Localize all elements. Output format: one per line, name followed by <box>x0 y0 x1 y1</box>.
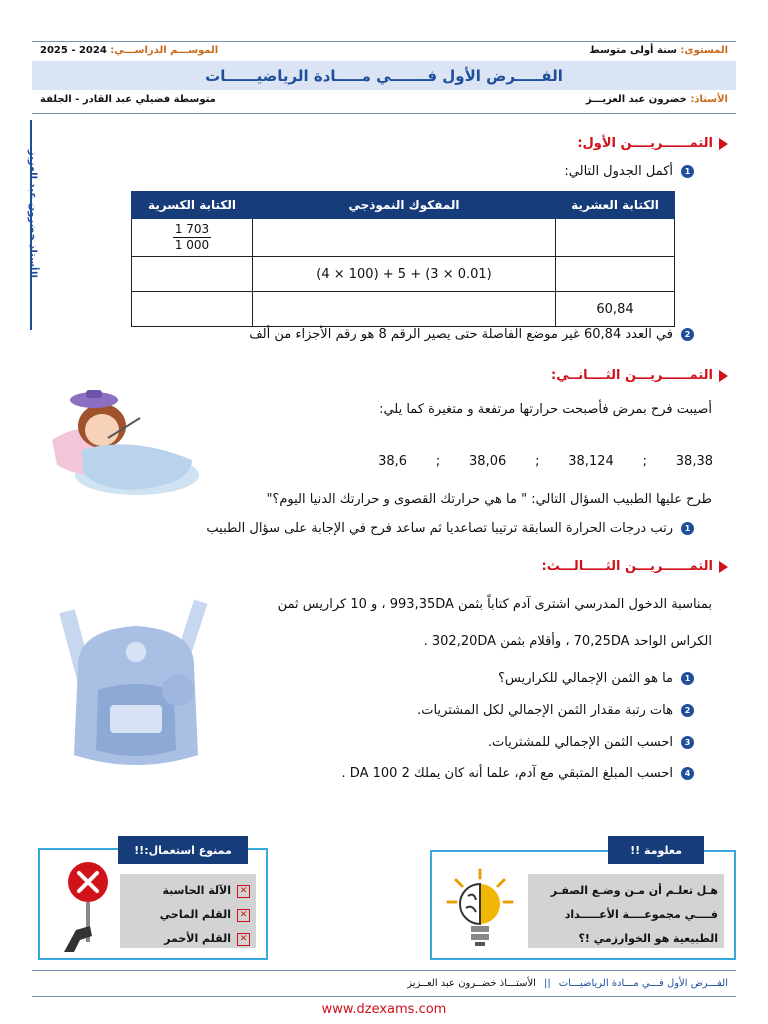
info-line: الطبيعية هو الخوارزمي !؟ <box>578 932 718 945</box>
ex3-q4-text: احسب المبلغ المتبقي مع آدم، علما أنه كان يملك 2 100 DA . <box>341 766 673 781</box>
forbidden-list <box>126 879 250 951</box>
ex1-q1 <box>564 164 694 179</box>
forbidden-item: القلم الماحي <box>159 908 231 921</box>
ex3-q2 <box>417 703 694 718</box>
temperature-value: 38,38 <box>675 454 713 469</box>
cell-decimal-3: 60,84 <box>556 292 675 327</box>
ex2-q1-text: رتب درجات الحرارة السابقة ترتيبا تصاعديا ثم ساعد فرح في الإجابة على سؤال الطبيب <box>206 521 673 536</box>
table-row <box>132 292 675 327</box>
temperature-list <box>378 454 713 469</box>
level-value: سنة أولى متوسط <box>589 45 677 56</box>
ex2-doctor-question: طرح عليها الطبيب السؤال التالي: " ما هي حرارتك القصوى و حرارتك الدنيا اليوم؟" <box>266 492 712 507</box>
separator: ; <box>435 454 441 469</box>
list-item <box>126 903 250 927</box>
exercise2-title-text: التمــــــريـــن الثــــانــي: <box>551 368 713 383</box>
ex1-q1-text: أكمل الجدول التالي: <box>564 164 673 179</box>
fraction-numerator: 1 703 <box>174 222 210 236</box>
cell-fraction-2 <box>132 257 253 292</box>
x-box-icon: ✕ <box>237 909 250 922</box>
x-box-icon: ✕ <box>237 885 250 898</box>
no-sign-icon <box>54 860 110 952</box>
footer-bottom-line <box>32 996 736 997</box>
separator: ; <box>535 454 540 469</box>
ex3-q1-text: ما هو الثمن الإجمالي للكراريس؟ <box>498 671 673 686</box>
header-bottom-line <box>32 113 736 114</box>
ex3-q3-text: احسب الثمن الإجمالي للمشتريات. <box>487 735 673 750</box>
lightbulb-brain-icon <box>444 866 516 950</box>
temperature-value: 38,124 <box>568 454 614 469</box>
teacher-info <box>586 94 728 105</box>
forbidden-tag: ممنوع استعمال:!! <box>118 836 248 864</box>
info-text <box>532 879 718 951</box>
forbidden-item: القلم الأحمر <box>164 932 231 945</box>
cell-expansion-1 <box>253 219 556 257</box>
footer-line <box>32 970 736 971</box>
ex1-q2 <box>249 327 694 342</box>
question-number: 3 <box>681 736 694 749</box>
fraction <box>173 222 211 253</box>
level-label: المستوى: <box>680 45 728 56</box>
ex3-q2-text: هات رتبة مقدار الثمن الإجمالي لكل المشتريات. <box>417 703 673 718</box>
school-bag-illustration <box>48 590 223 785</box>
level-info <box>589 45 728 56</box>
list-item <box>126 927 250 951</box>
cell-expansion-2: (4 × 100) + 5 + (3 × 0.01) <box>253 257 556 292</box>
ex3-q4 <box>342 766 694 781</box>
ex1-q2-text: في العدد 60,84 غير موضع الفاصلة حتى يصير الرقم 8 هو رقم الأجزاء من ألف <box>249 327 673 342</box>
triangle-bullet-icon <box>719 370 728 382</box>
ex1-table <box>131 191 675 327</box>
info-line: فــــي مجموعــــة الأعـــــداد <box>564 908 718 921</box>
ex3-q1 <box>498 671 694 686</box>
teacher-value: خضرون عبد العزيـــز <box>585 94 687 105</box>
question-number: 1 <box>681 522 694 535</box>
season-info <box>40 45 218 56</box>
exercise1-title <box>577 136 728 151</box>
exercise2-title <box>551 368 728 383</box>
school-name: متوسطة فضيلي عبد القادر - الجلفة <box>40 94 216 105</box>
cell-expansion-3 <box>253 292 556 327</box>
table-header-row <box>132 192 675 219</box>
question-number: 1 <box>681 672 694 685</box>
footer-separator: || <box>543 977 551 989</box>
side-watermark: الأستاذ خضرون عبد العزيز <box>27 150 38 278</box>
list-item <box>126 879 250 903</box>
ex3-q3 <box>488 735 694 750</box>
info-line: هـل تعلـم أن مـن وضـع الصفـر <box>550 884 718 897</box>
teacher-label: الأستاذ: <box>690 94 728 105</box>
cell-fraction-3 <box>132 292 253 327</box>
exercise1-title-text: التمــــــريــــن الأول: <box>577 136 713 151</box>
footer <box>32 972 736 994</box>
separator: ; <box>642 454 647 469</box>
site-url[interactable]: www.dzexams.com <box>321 1002 447 1017</box>
exam-title: الفـــــرض الأول فـــــــي مـــــادة الرياضيــــــات <box>32 61 736 90</box>
ex3-line2: الكراس الواحد 70,25DA ، وأقلام بثمن 302,20DA . <box>423 634 712 649</box>
temperature-value: 38,6 <box>378 454 408 469</box>
info-tag: معلومة !! <box>608 836 704 864</box>
fraction-denominator: 1 000 <box>174 238 210 252</box>
header-decimal: الكتابة العشرية <box>556 192 675 219</box>
question-number: 1 <box>681 165 694 178</box>
header-expansion: المفكوك النموذجي <box>253 192 556 219</box>
table-row <box>132 219 675 257</box>
ex2-q1 <box>206 521 694 536</box>
sick-girl-illustration <box>42 380 202 498</box>
forbidden-item: الآلة الحاسبة <box>162 884 231 897</box>
x-box-icon: ✕ <box>237 933 250 946</box>
cell-fraction-1 <box>132 219 253 257</box>
question-number: 2 <box>681 704 694 717</box>
season-value: 2024 - 2025 <box>40 45 107 56</box>
cell-decimal-1 <box>556 219 675 257</box>
header-fraction: الكتابة الكسرية <box>132 192 253 219</box>
exercise3-title-text: التمــــــريـــن الثـــــالـــث: <box>541 559 713 574</box>
ex2-intro: أصيبت فرح بمرض فأصبحت حرارتها مرتفعة و متغيرة كما يلي: <box>379 402 712 417</box>
ex3-line1: بمناسبة الدخول المدرسي اشترى آدم كتاباً بثمن 993,35DA ، و 10 كراريس ثمن <box>277 597 712 612</box>
triangle-bullet-icon <box>719 138 728 150</box>
footer-right-text: الأستـــاذ خضــرون عبد العــزيز <box>407 977 536 989</box>
question-number: 2 <box>681 328 694 341</box>
exercise3-title <box>542 559 728 574</box>
table-row <box>132 257 675 292</box>
question-number: 4 <box>681 767 694 780</box>
header-top-line <box>32 41 736 42</box>
footer-left-text: الفـــرض الأول فـــي مـــادة الرياضيـــات <box>558 977 728 989</box>
triangle-bullet-icon <box>719 561 728 573</box>
season-label: الموســـم الدراســـي: <box>110 45 219 56</box>
temperature-value: 38,06 <box>469 454 507 469</box>
cell-decimal-2 <box>556 257 675 292</box>
